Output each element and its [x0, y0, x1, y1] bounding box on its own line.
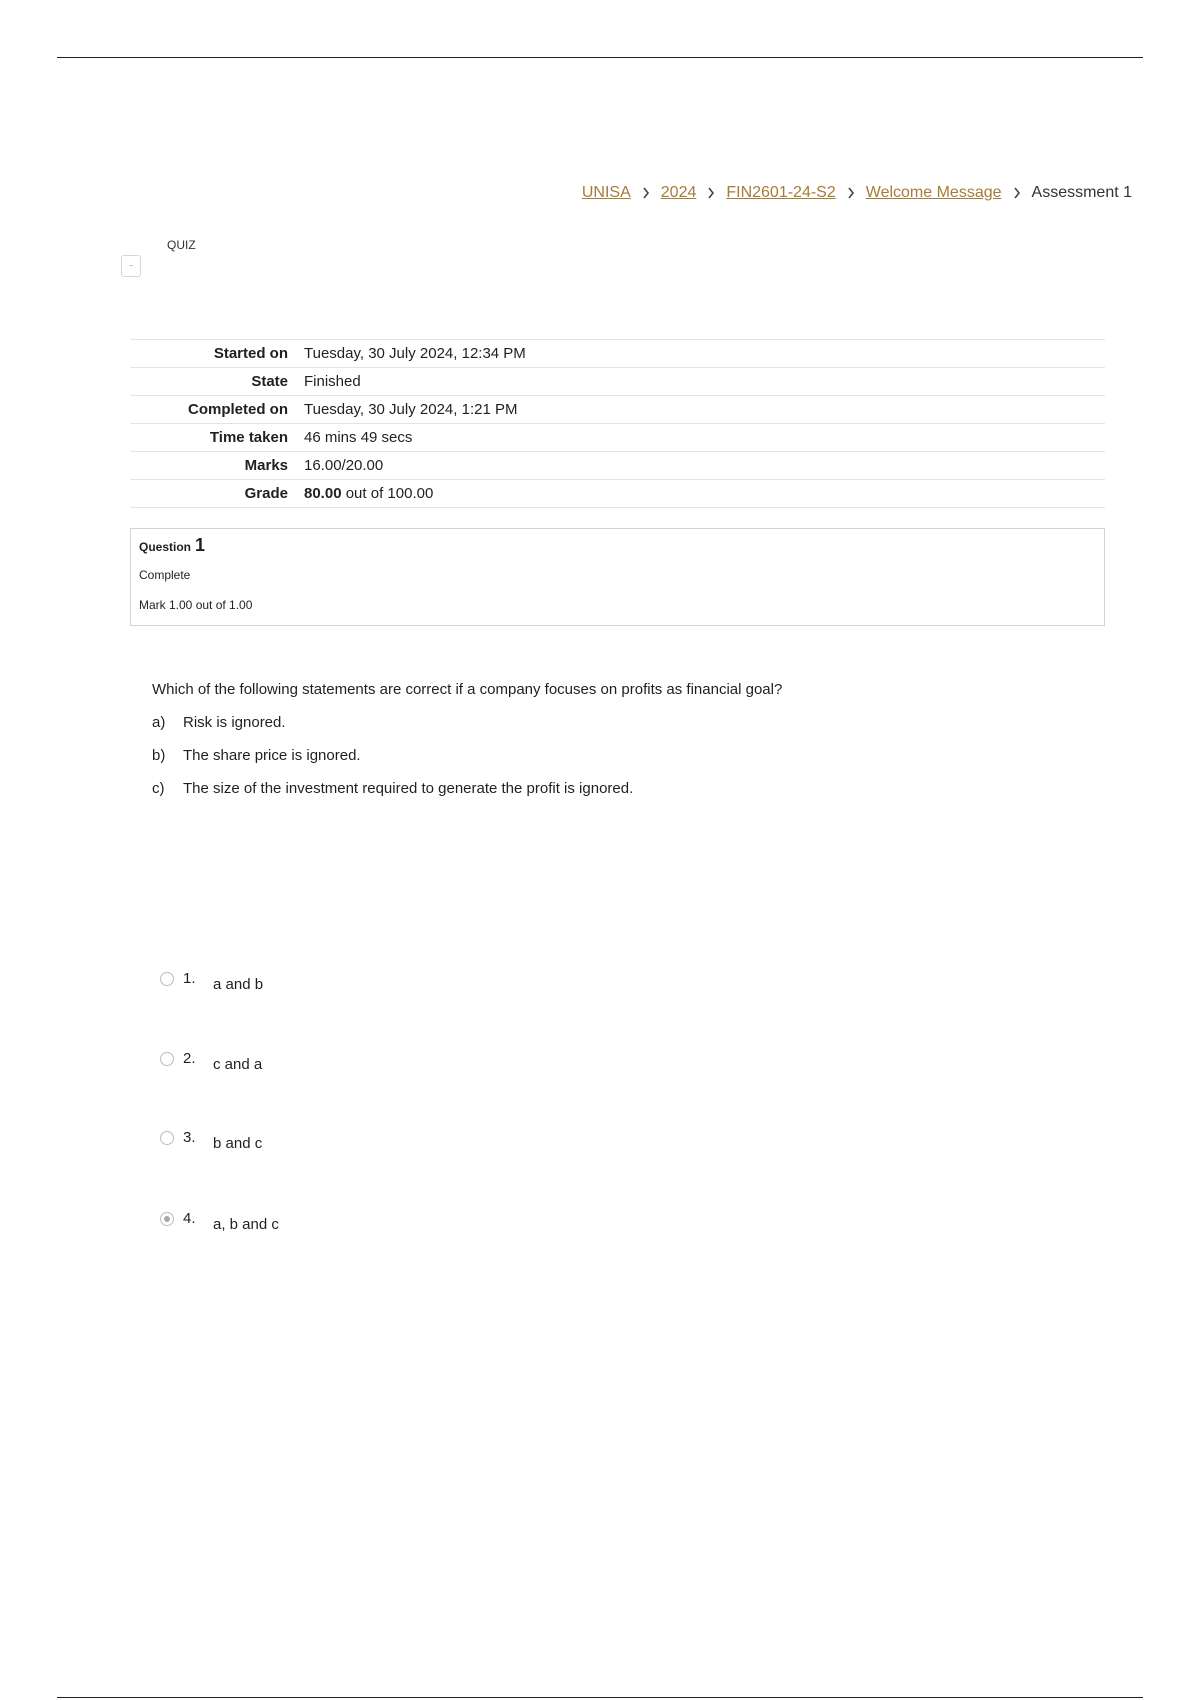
- summary-label: Time taken: [209, 429, 288, 446]
- summary-value: 46 mins 49 secs: [304, 429, 413, 446]
- answer-text: a and b: [213, 976, 264, 993]
- question-mark: Mark 1.00 out of 1.00: [139, 598, 253, 612]
- summary-row-state: [130, 368, 1105, 396]
- answer-number: 1.: [183, 970, 196, 987]
- question-info-box: [130, 528, 1105, 626]
- summary-label: Completed on: [188, 401, 288, 418]
- summary-label: State: [251, 373, 288, 390]
- answer-option-4[interactable]: [160, 1210, 279, 1233]
- breadcrumb-link-unisa[interactable]: UNISA: [581, 184, 631, 201]
- answer-text: a, b and c: [213, 1216, 279, 1233]
- statement-item: [152, 747, 361, 764]
- chevron-right-icon: [707, 187, 715, 199]
- summary-label: Marks: [244, 457, 288, 474]
- answer-number: 4.: [183, 1210, 196, 1227]
- summary-value: [304, 480, 1105, 508]
- activity-type-label: QUIZ: [167, 238, 196, 252]
- breadcrumb-link-year[interactable]: 2024: [660, 184, 697, 201]
- answer-option-2[interactable]: [160, 1050, 262, 1073]
- summary-value: Finished: [304, 373, 361, 390]
- grade-score: 80.00: [304, 485, 342, 502]
- statement-label: a): [152, 714, 166, 731]
- answer-text: b and c: [213, 1135, 263, 1152]
- question-state: Complete: [139, 568, 191, 582]
- statement-text: Risk is ignored.: [183, 714, 286, 731]
- summary-row-time-taken: [130, 424, 1105, 452]
- summary-row-started: [130, 340, 1105, 368]
- breadcrumb-link-course[interactable]: FIN2601-24-S2: [726, 184, 836, 201]
- statement-label: c): [152, 780, 165, 797]
- summary-row-marks: [130, 452, 1105, 480]
- chevron-right-icon: [642, 187, 650, 199]
- page-bottom-rule: [57, 1697, 1143, 1698]
- radio-button[interactable]: [160, 1131, 174, 1145]
- answer-number: 2.: [183, 1050, 196, 1067]
- page-top-rule: [57, 57, 1143, 58]
- summary-value: Tuesday, 30 July 2024, 1:21 PM: [304, 401, 518, 418]
- answer-number: 3.: [183, 1129, 196, 1146]
- attempt-summary-table: [130, 339, 1105, 508]
- statement-item: [152, 780, 633, 797]
- radio-button[interactable]: [160, 1212, 174, 1226]
- answer-option-3[interactable]: [160, 1129, 262, 1152]
- summary-label: Grade: [244, 485, 288, 502]
- statement-text: The share price is ignored.: [183, 747, 361, 764]
- answer-option-1[interactable]: [160, 970, 263, 993]
- summary-value: 16.00/20.00: [304, 457, 384, 474]
- summary-row-grade: [130, 480, 1105, 508]
- answer-text: c and a: [213, 1056, 263, 1073]
- quiz-icon: [121, 255, 141, 277]
- statement-text: The size of the investment required to generate the profit is ignored.: [183, 780, 634, 797]
- statement-item: [152, 714, 286, 731]
- statement-label: b): [152, 747, 166, 764]
- chevron-right-icon: [1013, 187, 1021, 199]
- grade-suffix: out of 100.00: [345, 485, 434, 502]
- question-number-value: 1: [195, 535, 206, 555]
- breadcrumb: [582, 184, 1132, 202]
- summary-value: Tuesday, 30 July 2024, 12:34 PM: [304, 345, 526, 362]
- breadcrumb-current: Assessment 1: [1031, 184, 1132, 201]
- question-text: Which of the following statements are correct if a company focuses on profits as financial goal?: [152, 681, 783, 698]
- summary-row-completed: [130, 396, 1105, 424]
- question-number: [139, 535, 205, 556]
- radio-button[interactable]: [160, 972, 174, 986]
- radio-button[interactable]: [160, 1052, 174, 1066]
- chevron-right-icon: [847, 187, 855, 199]
- summary-label: Started on: [213, 345, 288, 362]
- breadcrumb-link-section[interactable]: Welcome Message: [865, 184, 1002, 201]
- question-label: Question: [139, 540, 192, 554]
